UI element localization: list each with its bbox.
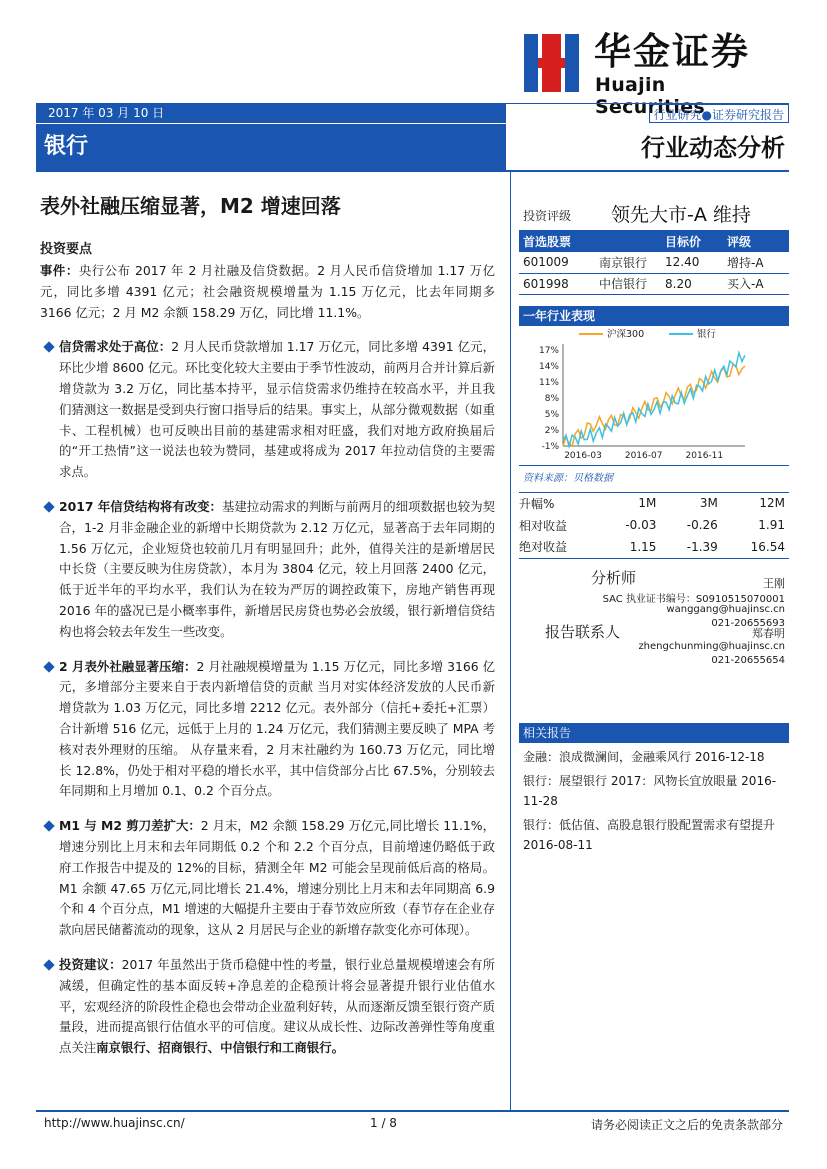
y-tick-label: 11% (538, 377, 559, 388)
x-tick-label: 2016-03 (564, 450, 602, 461)
perf-value: 1.15 (599, 536, 660, 558)
perf-header: 升幅% (519, 496, 555, 511)
rating-label: 投资评级 (523, 209, 572, 223)
stock-code: 601009 (519, 252, 595, 273)
stock-col-header (595, 230, 661, 252)
analyst-role: 分析师 (591, 568, 637, 587)
bullet-title: 信贷需求处于高位： (59, 339, 172, 355)
diamond-bullet-icon (43, 820, 54, 831)
bullet-tail: 南京银行、招商银行、中信银行和工商银行。 (96, 1040, 344, 1056)
contact-email[interactable]: zhengchunming@huajinsc.cn (638, 640, 785, 652)
column-divider (510, 172, 511, 1110)
x-tick-label: 2016-11 (685, 450, 724, 461)
stock-target: 12.40 (661, 252, 723, 273)
contact-role: 报告联系人 (545, 622, 621, 641)
stock-target: 8.20 (661, 273, 723, 294)
report-type: 行业研究●证券研究报告 (649, 104, 789, 123)
diamond-bullet-icon (43, 959, 54, 970)
stock-table (519, 230, 789, 295)
contact-phone: 021-20655654 (711, 654, 785, 666)
table-row (519, 514, 789, 536)
legend-label: 沪深300 (607, 328, 645, 340)
table-row (519, 273, 789, 294)
perf-header: 1M (638, 496, 657, 511)
table-row (519, 492, 789, 514)
analyst-cert: SAC 执业证书编号：S0910515070001 (602, 593, 785, 605)
y-tick-label: 17% (538, 345, 559, 356)
bullet-investment-advice (40, 955, 495, 1059)
intro-label: 事件： (40, 263, 79, 278)
sidebar (519, 172, 789, 855)
analysis-type: 行业动态分析 (641, 134, 785, 162)
intro-paragraph (40, 261, 495, 323)
series-line (563, 364, 745, 445)
diamond-bullet-icon (43, 661, 54, 672)
header-top-bar (36, 103, 789, 123)
analyst-email[interactable]: wanggang@huajinsc.cn (666, 603, 785, 615)
chart-source: 资料来源：贝格数据 (523, 472, 613, 484)
bullet-text: 2 月人民币贷款增加 1.17 万亿元，同比多增 4391 亿元，环比少增 8600 亿元。环比变化较大主要由于季节性波动，前两月合并计算后新增贷款为 3.2 万亿，同比基本持平，显示信贷需求仍维持在较高水平，并且我们猜测这一数据是受到央行窗口指导后的结果。事实上，从部分微观数据（如重卡、工程机械）也可反映出目前的基建需求相对旺盛，我们对地方政府换届后的“开工热情”这一说法也较为赞同，基建或将成为 2017 年拉动信贷的主要需求点。 (59, 339, 496, 480)
rating-value: 领先大市-A 维持 (611, 204, 751, 226)
x-tick-label: 2016-07 (624, 450, 663, 461)
logo-cn-text: 华金证券 (594, 30, 750, 73)
bullet-text: 2017 年虽然出于货币稳健中性的考量，银行业总量规模增速会有所减缓，但确定性的基本面反转+净息差的企稳预计将会显著提升银行业估值水平，宏观经济的阶段性企稳也会带动企业盈利好转，从而逐渐反馈至银行资产质量段，进而提高银行估值水平的可信度。建议从成长性、边际改善弹性等角度重点关注 (59, 956, 496, 1056)
performance-chart (519, 326, 789, 466)
perf-label: 绝对收益 (519, 536, 599, 558)
related-report-link[interactable]: 银行：展望银行 2017：风物长宜放眼量 2016-11-28 (523, 773, 777, 808)
perf-value: 1.91 (758, 518, 785, 532)
table-row (519, 536, 789, 558)
page-number: 1 / 8 (370, 1116, 397, 1130)
bullet-title: 2017 年信贷结构将有改变： (59, 498, 222, 514)
header-title-bar (36, 124, 789, 172)
logo-en-text: Huajin Securities (595, 74, 706, 118)
related-reports-title: 相关报告 (519, 723, 789, 743)
stock-code: 601998 (519, 273, 595, 294)
contact-info (519, 621, 789, 681)
stock-rating: 增持-A (723, 252, 789, 273)
bullet-title: 2 月表外社融显著压缩： (59, 658, 197, 674)
contact-name: 郑春明 (752, 626, 785, 640)
stock-rating: 买入-A (723, 273, 789, 294)
bullet-text: 2 月末，M2 余额 158.29 万亿元,同比增长 11.1%，增速分别比上月末和去年同期低 0.2 个和 2.2 个百分点，目前增速仍略低于政府工作报告中提及的 12%的目标，猜测全年 M2 可能会呈现前低后高的格局。M1 余额 47.65 万亿元,同比增长 21.4%，增速分别比上月末和去年同期高 6.9 个和 4 个百分点，M1 增速的大幅提升主要由于春节效应所致（春节存在企业存款向居民储蓄流动的现象，这从 2 月居民与企业的新增存款变化亦可体现）。 (59, 818, 495, 938)
bullet-text: 2 月社融规模增量为 1.15 万亿元，同比多增 3166 亿元，多增部分主要来自于表内新增信贷的贡献 当月对实体经济发放的人民币新增贷款为 1.03 万亿元，同比多增 2212 亿元。表外部分（信托+委托+汇票）合计新增 516 亿元，远低于上月的 1.24 万亿元，我们猜测主要反映了 MPA 考核对表外理财的压缩。 从存量来看，2 月末社融约为 160.73 万亿元，同比增长 12.8%，仍处于相对平稳的增长水平，其中信贷部分占比 67.5%，分别较去年同期和上月增加 0.1、0.2 个百分点。 (59, 658, 495, 799)
bullet-text: 基建拉动需求的判断与前两月的细项数据也较为契合，1-2 月非金融企业的新增中长期贷款为 2.12 万亿元，显著高于去年同期的 1.56 万亿元，企业短贷也较前几月有明显回升；此外，值得关注的是新增居民中长贷（主要反映为住房贷款），本月为 3804 亿元，较上月回落 2400 亿元，低于近半年的平均水平，我们认为在较为严厉的调控政策下，房地产销售再现 2016 年的盛况已是小概率事件，新增居民房贷也势必会放缓，银行新增信贷结构也将会较去年发生一些改变。 (59, 498, 495, 639)
analyst-name: 王刚 (763, 576, 785, 590)
bullet-credit-structure (40, 497, 495, 643)
stock-col-header: 评级 (723, 230, 789, 252)
perf-value: -1.39 (660, 536, 721, 558)
huajin-logo-icon (524, 34, 579, 92)
perf-header: 3M (699, 496, 718, 511)
headline: 表外社融压缩显著，M2 增速回落 (40, 194, 341, 218)
related-report-link[interactable]: 银行：低估值、高股息银行股配置需求有望提升 2016-08-11 (523, 817, 776, 852)
footer-url[interactable]: http://www.huajinsc.cn/ (44, 1116, 185, 1130)
perf-header: 12M (759, 496, 785, 511)
bullet-credit-demand (40, 337, 495, 483)
section-title: 投资要点 (40, 242, 93, 257)
stock-col-header: 目标价 (661, 230, 723, 252)
related-report-link[interactable]: 金融：浪成微澜间，金融乘风行 2016-12-18 (523, 749, 765, 764)
y-tick-label: 14% (538, 361, 559, 372)
legend-label: 银行 (697, 328, 717, 340)
analyst-info (519, 568, 789, 629)
performance-table (519, 492, 789, 559)
y-tick-label: 8% (544, 393, 559, 404)
y-tick-label: 2% (544, 425, 559, 436)
bullet-m1-m2 (40, 816, 495, 941)
bullet-title: 投资建议： (59, 956, 122, 972)
perf-value: -0.26 (686, 518, 718, 532)
rating (519, 172, 789, 230)
diamond-bullet-icon (43, 501, 54, 512)
chart-title: 一年行业表现 (519, 306, 789, 326)
bullet-offbalance (40, 657, 495, 803)
bullet-title: M1 与 M2 剪刀差扩大： (59, 818, 201, 834)
table-row (519, 252, 789, 273)
intro-text: 央行公布 2017 年 2 月社融及信贷数据。2 月人民币信贷增加 1.17 万亿元，同比多增 4391 亿元；社会融资规模增量为 1.15 万亿元，比去年同期多 3166 亿元；2 月 M2 余额 158.29 万亿，同比增 11.1%。 (40, 263, 495, 320)
industry-title: 银行 (36, 124, 506, 170)
performance-chart-svg (519, 326, 789, 466)
stock-table-header (519, 230, 789, 252)
perf-value: -0.03 (625, 518, 657, 532)
y-tick-label: -1% (541, 441, 559, 452)
footer-divider (36, 1110, 789, 1112)
main-content (40, 182, 495, 1059)
diamond-bullet-icon (43, 342, 54, 353)
stock-col-header: 首选股票 (519, 230, 595, 252)
perf-label: 相对收益 (519, 518, 568, 533)
stock-name: 中信银行 (595, 273, 661, 294)
report-date: 2017 年 03 月 10 日 (36, 104, 506, 123)
y-tick-label: 5% (544, 409, 559, 420)
stock-name: 南京银行 (595, 252, 661, 273)
analyst-phone: 021-20655693 (711, 617, 785, 629)
disclaimer-note: 请务必阅读正文之后的免责条款部分 (590, 1118, 783, 1132)
perf-value: 16.54 (722, 536, 789, 558)
